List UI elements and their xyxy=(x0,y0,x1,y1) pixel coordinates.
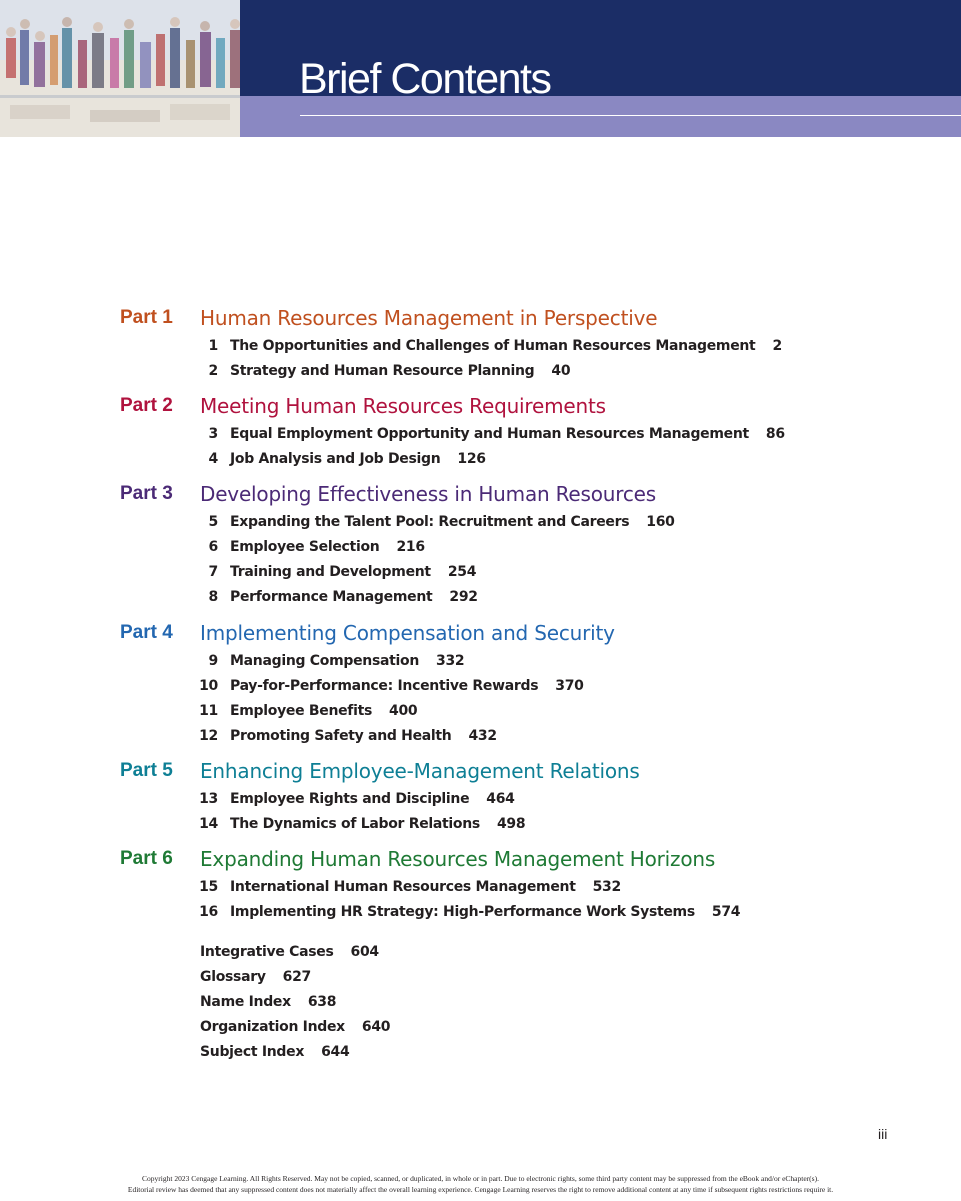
chapter-number: 5 xyxy=(208,514,218,530)
chapter-title: Managing Compensation xyxy=(230,653,419,669)
chapter-page: 464 xyxy=(486,791,515,807)
chapter-title: International Human Resources Management xyxy=(230,879,576,895)
chapter-number: 7 xyxy=(208,564,218,580)
header-rule xyxy=(300,115,961,116)
chapter-title: Employee Benefits xyxy=(230,703,373,719)
chapter-title: Employee Selection xyxy=(230,539,380,555)
page-number: iii xyxy=(878,1126,888,1142)
chapter-number: 4 xyxy=(208,451,218,467)
backmatter-title: Glossary xyxy=(200,969,266,985)
part-label: Part 2 xyxy=(120,395,173,416)
chapter-entry[interactable] xyxy=(0,877,961,897)
part-label: Part 6 xyxy=(120,848,173,869)
chapter-number: 16 xyxy=(199,904,218,920)
chapter-title: Employee Rights and Discipline xyxy=(230,791,470,807)
backmatter-entry[interactable] xyxy=(200,1042,349,1062)
chapter-page: 216 xyxy=(396,539,425,555)
backmatter-entry[interactable] xyxy=(200,942,379,962)
chapter-entry[interactable] xyxy=(0,651,961,671)
part-title: Human Resources Management in Perspective xyxy=(200,306,658,330)
chapter-number: 1 xyxy=(208,338,218,354)
chapter-entry[interactable] xyxy=(0,726,961,746)
chapter-number: 10 xyxy=(199,678,218,694)
chapter-page: 2 xyxy=(772,338,782,354)
chapter-page: 126 xyxy=(457,451,486,467)
chapter-number: 11 xyxy=(199,703,218,719)
backmatter-title: Name Index xyxy=(200,994,291,1010)
backmatter-title: Integrative Cases xyxy=(200,944,334,960)
chapter-number: 12 xyxy=(199,728,218,744)
part-label: Part 4 xyxy=(120,622,173,643)
copyright-line-1: Copyright 2023 Cengage Learning. All Rights Reserved. May not be copied, scanned, or duplicated, in whole or in part. Due to electronic rights, some third party content may be suppressed from the eBook and/or eChapter(s). xyxy=(142,1174,819,1183)
backmatter-page: 627 xyxy=(282,969,311,985)
chapter-title: The Opportunities and Challenges of Human Resources Management xyxy=(230,338,756,354)
chapter-number: 8 xyxy=(208,589,218,605)
header-photo-crowd xyxy=(0,0,240,137)
chapter-number: 15 xyxy=(199,879,218,895)
chapter-number: 9 xyxy=(208,653,218,669)
part-title: Expanding Human Resources Management Horizons xyxy=(200,847,716,871)
chapter-title: Equal Employment Opportunity and Human Resources Management xyxy=(230,426,749,442)
chapter-title: Job Analysis and Job Design xyxy=(230,451,441,467)
chapter-page: 574 xyxy=(711,904,741,920)
chapter-page: 532 xyxy=(592,879,621,895)
part-title: Developing Effectiveness in Human Resources xyxy=(200,482,656,506)
chapter-title: Promoting Safety and Health xyxy=(230,728,452,744)
chapter-page: 254 xyxy=(447,564,477,580)
page-title: Brief Contents xyxy=(299,55,551,103)
part-label: Part 1 xyxy=(120,307,173,328)
backmatter-title: Subject Index xyxy=(200,1044,305,1060)
chapter-page: 160 xyxy=(646,514,675,530)
header-banner xyxy=(0,0,961,137)
chapter-title: Implementing HR Strategy: High-Performance Work Systems xyxy=(230,904,695,920)
chapter-title: Training and Development xyxy=(230,564,431,580)
part-label: Part 3 xyxy=(120,483,173,504)
part-title: Enhancing Employee-Management Relations xyxy=(200,759,640,783)
part-title: Implementing Compensation and Security xyxy=(200,621,615,645)
chapter-entry[interactable] xyxy=(0,537,961,557)
chapter-page: 432 xyxy=(468,728,497,744)
chapter-entry[interactable] xyxy=(0,336,961,356)
chapter-page: 370 xyxy=(555,678,584,694)
backmatter-title: Organization Index xyxy=(200,1019,345,1035)
chapter-entry[interactable] xyxy=(0,449,961,469)
chapter-number: 14 xyxy=(199,816,218,832)
chapter-entry[interactable] xyxy=(0,676,961,696)
backmatter-page: 644 xyxy=(321,1044,350,1060)
chapter-entry[interactable] xyxy=(0,562,961,582)
chapter-page: 292 xyxy=(449,589,478,605)
chapter-number: 3 xyxy=(208,426,218,442)
chapter-title: Strategy and Human Resource Planning xyxy=(230,363,535,379)
chapter-title: Performance Management xyxy=(230,589,433,605)
crowd-photo-illustration xyxy=(0,0,240,137)
backmatter-page: 604 xyxy=(350,944,379,960)
part-title: Meeting Human Resources Requirements xyxy=(200,394,606,418)
chapter-entry[interactable] xyxy=(0,902,961,922)
backmatter-entry[interactable] xyxy=(200,967,311,987)
chapter-entry[interactable] xyxy=(0,587,961,607)
backmatter-page: 640 xyxy=(361,1019,391,1035)
chapter-page: 332 xyxy=(436,653,465,669)
copyright-notice xyxy=(0,1173,961,1195)
chapter-page: 86 xyxy=(765,426,785,442)
chapter-title: Pay-for-Performance: Incentive Rewards xyxy=(230,678,539,694)
chapter-entry[interactable] xyxy=(0,512,961,532)
chapter-entry[interactable] xyxy=(0,814,961,834)
chapter-page: 498 xyxy=(496,816,526,832)
backmatter-entry[interactable] xyxy=(200,992,336,1012)
chapter-page: 40 xyxy=(551,363,571,379)
chapter-entry[interactable] xyxy=(0,424,961,444)
chapter-entry[interactable] xyxy=(0,701,961,721)
chapter-page: 400 xyxy=(389,703,418,719)
backmatter-entry[interactable] xyxy=(200,1017,390,1037)
chapter-number: 13 xyxy=(199,791,218,807)
part-label: Part 5 xyxy=(120,760,173,781)
chapter-number: 6 xyxy=(208,539,218,555)
chapter-title: Expanding the Talent Pool: Recruitment and Careers xyxy=(230,514,630,530)
chapter-number: 2 xyxy=(208,363,218,379)
chapter-entry[interactable] xyxy=(0,361,961,381)
chapter-entry[interactable] xyxy=(0,789,961,809)
copyright-line-2: Editorial review has deemed that any suppressed content does not materially affect the overall learning experience. Cengage Learning reserves the right to remove additional content at any time if subsequent rights restrictions require it. xyxy=(127,1185,834,1194)
chapter-title: The Dynamics of Labor Relations xyxy=(230,816,480,832)
backmatter-page: 638 xyxy=(307,994,337,1010)
